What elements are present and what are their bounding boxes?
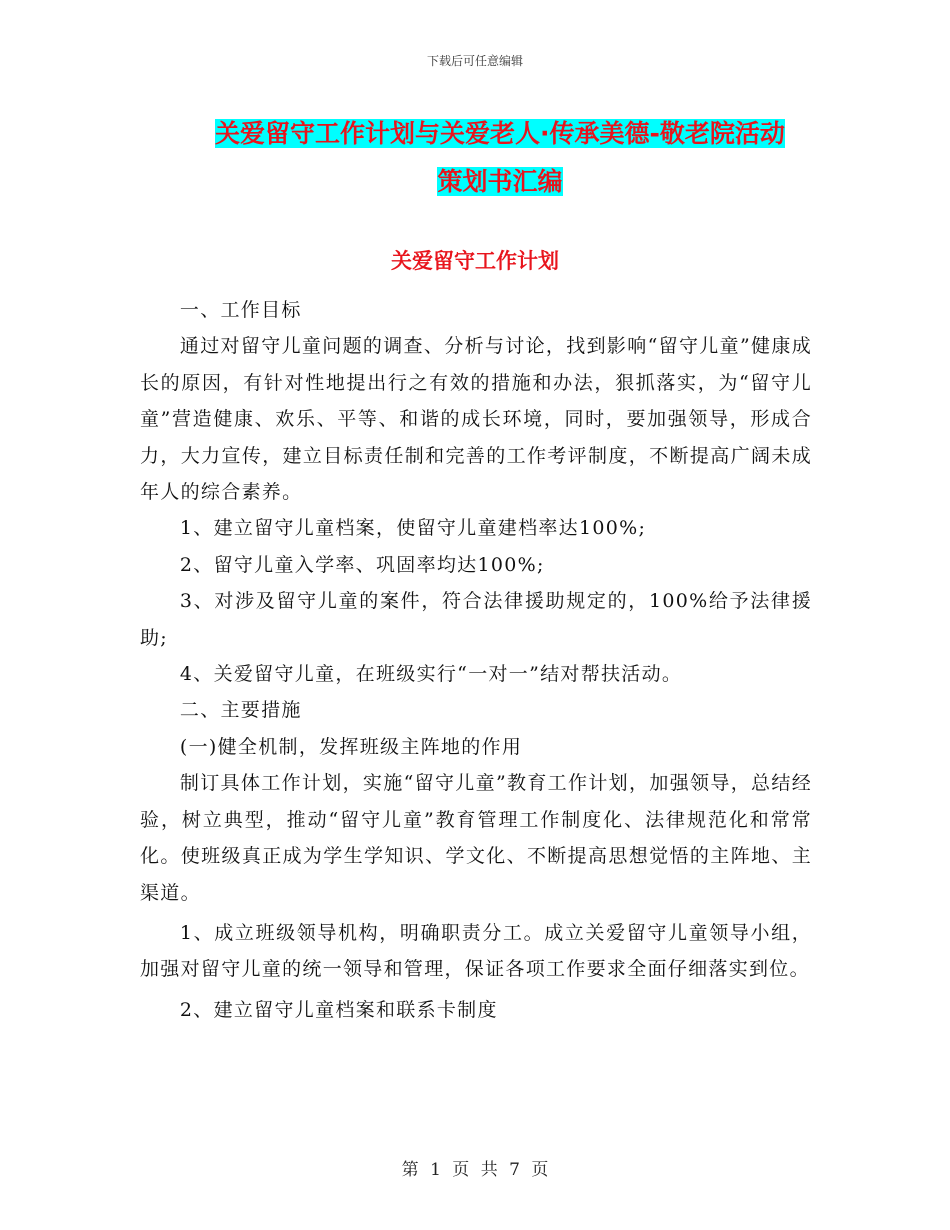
goal-item-1: 1、建立留守儿童档案，使留守儿童建档率达100%; [179,517,647,540]
goal-item-3: 3、对涉及留守儿童的案件，符合法律援助规定的，100%给予法律援助; [140,590,812,649]
paragraph-goal-description: 通过对留守儿童问题的调查、分析与讨论，找到影响“留守儿童”健康成长的原因，有针对性地提出行之有效的措施和办法，狠抓落实，为“留守儿童”营造健康、欢乐、平等、和谐的成长环境，同时，要加强领导，形成合力，大力宣传，建立目标责任制和完善的工作考评制度，不断提高广阔未成年人的综合素养。 [140,335,812,504]
page-header: 下载后可任意编辑 [426,54,523,68]
goal-item-4: 4、关爱留守儿童，在班级实行“一对一”结对帮扶活动。 [179,663,683,686]
document-title-line-2: 策划书汇编 [437,167,563,196]
heading-work-goal: 一、工作目标 [179,299,302,321]
heading-main-measures: 二、主要措施 [179,699,302,722]
paragraph-mechanism-description: 制订具体工作计划，实施“留守儿童”教育工作计划，加强领导，总结经验，树立典型，推动“留守儿童”教育管理工作制度化、法律规范化和常常化。使班级真正成为学生学知识、学文化、不断提高思想觉悟的主阵地、主渠道。 [140,772,812,904]
document-title-line-1: 关爱留守工作计划与关爱老人·传承美德-敬老院活动 [215,119,785,148]
document-title [140,110,860,206]
measure-item-2: 2、建立留守儿童档案和联系卡制度 [179,998,498,1021]
section-title: 关爱留守工作计划 [391,249,559,273]
measure-item-1: 1、成立班级领导机构，明确职责分工。成立关爱留守儿童领导小组，加强对留守儿童的统一领导和管理，保证各项工作要求全面仔细落实到位。 [140,921,812,981]
subheading-mechanism: (一)健全机制，发挥班级主阵地的作用 [179,735,523,758]
page-number-footer: 第 1 页 共 7 页 [401,1160,549,1180]
goal-item-2: 2、留守儿童入学率、巩固率均达100%; [179,553,545,576]
document-body [140,292,812,1028]
